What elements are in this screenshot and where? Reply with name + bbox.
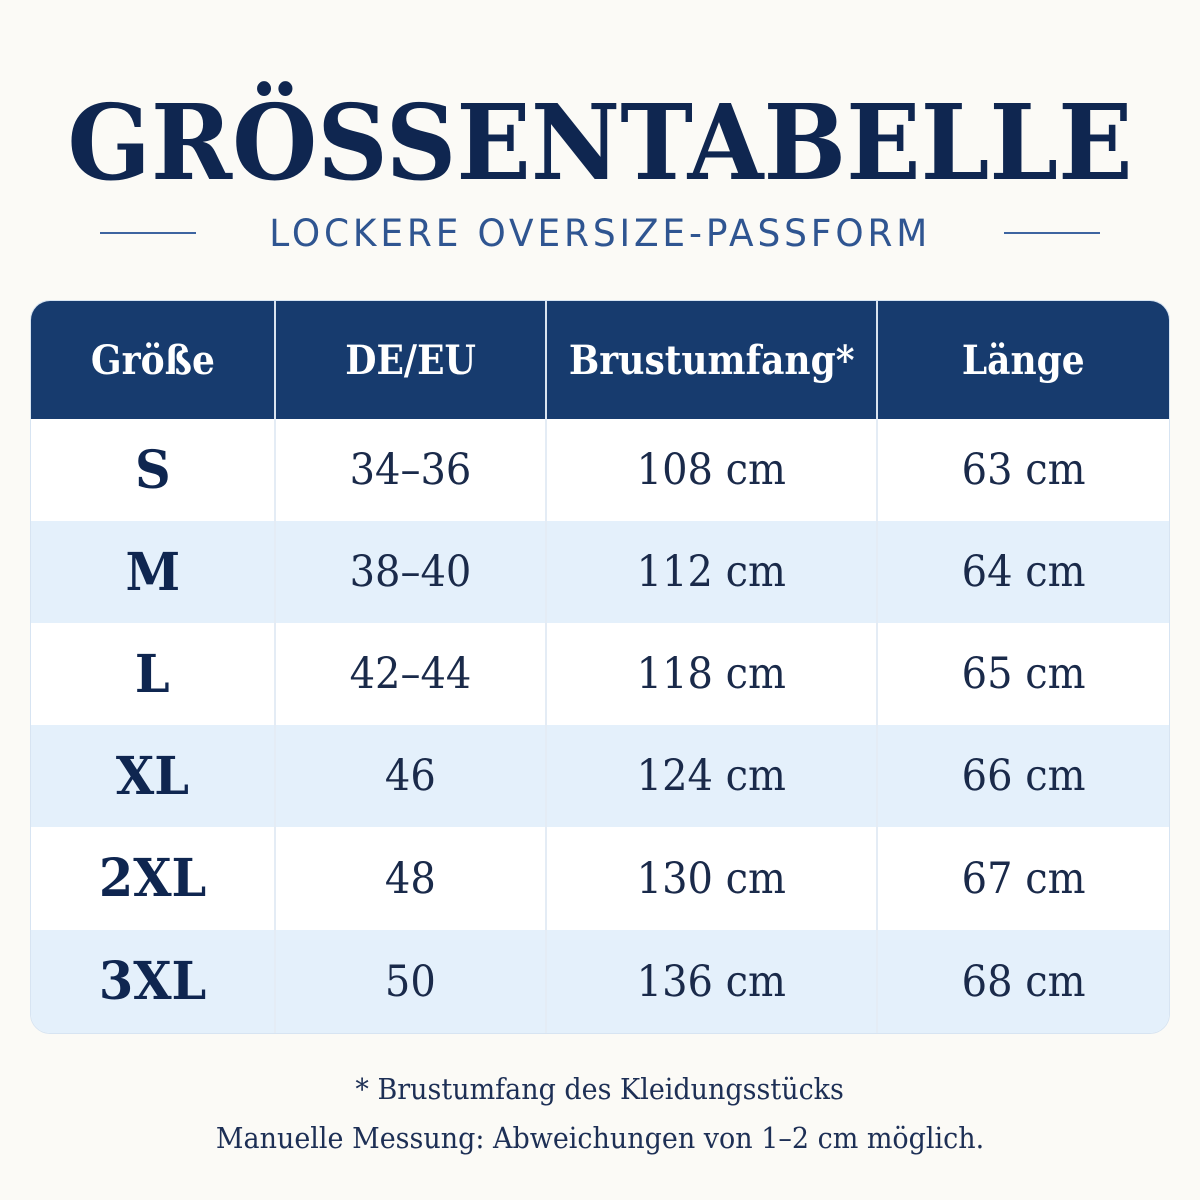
- header-length: [878, 301, 1169, 419]
- page-title: GRÖSSENTABELLE: [67, 81, 1133, 204]
- table-row-l-size: L: [31, 623, 276, 725]
- table-row-3xl-size: 3XL: [31, 930, 276, 1033]
- header-de-eu: [276, 301, 547, 419]
- table-row-l-de-eu: 42–44: [276, 623, 547, 725]
- table-row-s-chest: 108 cm: [547, 419, 878, 521]
- header-length-label: Länge: [962, 336, 1085, 384]
- table-row-s-de-eu: 34–36: [276, 419, 547, 521]
- table-row-xl-de-eu: 46: [276, 725, 547, 827]
- footnote-chest: * Brustumfang des Kleidungsstücks: [355, 1072, 845, 1106]
- header-size-label: Größe: [90, 336, 215, 384]
- table-row-l-length: 65 cm: [878, 623, 1169, 725]
- table-row-s-length: 63 cm: [878, 419, 1169, 521]
- table-row-xl-length: 66 cm: [878, 725, 1169, 827]
- subtitle-row: [100, 208, 1100, 258]
- table-row-m-length: 64 cm: [878, 521, 1169, 623]
- table-row-xl-chest: 124 cm: [547, 725, 878, 827]
- table-row-m-chest: 112 cm: [547, 521, 878, 623]
- subtitle-rule-left: [100, 232, 196, 234]
- footnote-measurement: Manuelle Messung: Abweichungen von 1–2 cm möglich.: [215, 1121, 985, 1155]
- table-row-2xl-size: 2XL: [31, 827, 276, 930]
- header-size: [31, 301, 276, 419]
- size-table: [30, 300, 1170, 1034]
- table-row-2xl-length: 67 cm: [878, 827, 1169, 930]
- table-row-3xl-length: 68 cm: [878, 930, 1169, 1033]
- table-row-2xl-de-eu: 48: [276, 827, 547, 930]
- header-de-eu-label: DE/EU: [345, 336, 476, 384]
- table-row-s-size: S: [31, 419, 276, 521]
- table-row-3xl-chest: 136 cm: [547, 930, 878, 1033]
- table-row-m-de-eu: 38–40: [276, 521, 547, 623]
- table-row-xl-size: XL: [31, 725, 276, 827]
- header-chest-label: Brustumfang*: [568, 336, 855, 384]
- table-row-m-size: M: [31, 521, 276, 623]
- table-row-l-chest: 118 cm: [547, 623, 878, 725]
- subtitle: LOCKERE OVERSIZE-PASSFORM: [269, 211, 931, 255]
- header-chest: [547, 301, 878, 419]
- subtitle-rule-right: [1004, 232, 1100, 234]
- table-row-2xl-chest: 130 cm: [547, 827, 878, 930]
- table-row-3xl-de-eu: 50: [276, 930, 547, 1033]
